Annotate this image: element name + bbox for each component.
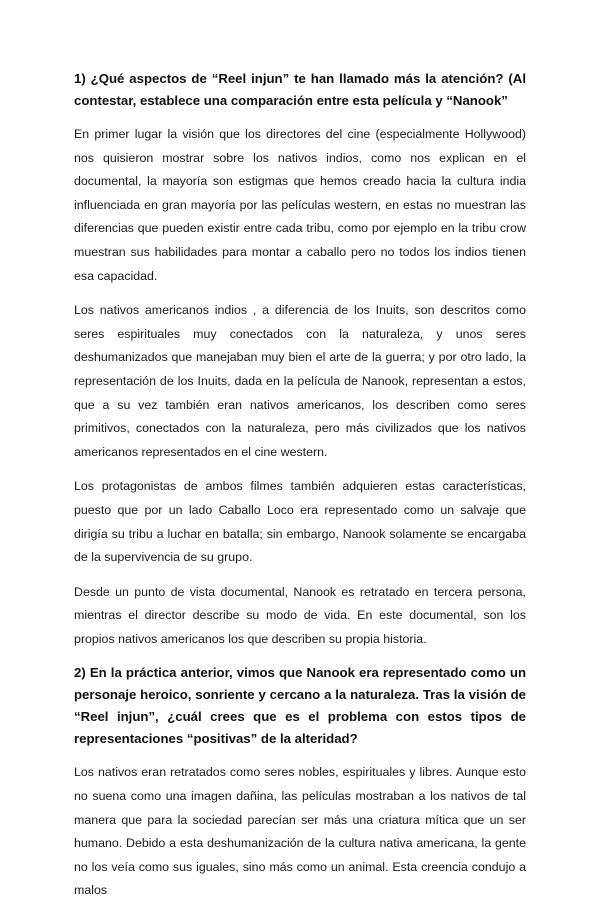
answer-1-paragraph-2: Los nativos americanos indios , a diferencia de los Inuits, son descritos como seres espirituales muy conectados con la naturaleza, y unos seres deshumanizados que manejaban muy bien el arte de la guerra; y por otro lado, la representación de los Inuits, dada en la película de Nanook, representan a estos, que a su vez también eran nativos americanos, los describen como seres primitivos, conectados con la naturaleza, pero más civilizados que los nativos americanos representados en el cine western. xyxy=(74,303,526,459)
question-1-heading: 1) ¿Qué aspectos de “Reel injun” te han llamado más la atención? (Al contestar, establece una comparación entre esta película y “Nanook” xyxy=(74,71,526,108)
answer-1-paragraph-4: Desde un punto de vista documental, Nanook es retratado en tercera persona, mientras el director describe su modo de vida. En este documental, son los propios nativos americanos los que describen su propia historia. xyxy=(74,584,526,646)
answer-1-paragraph-3: Los protagonistas de ambos filmes también adquieren estas características, puesto que por un lado Caballo Loco era representado como un salvaje que dirigía su tribu a luchar en batalla; sin embargo, Nanook solamente se encargaba de la supervivencia de su grupo. xyxy=(74,479,526,565)
question-2-heading: 2) En la práctica anterior, vimos que Nanook era representado como un personaje heroico, sonriente y cercano a la naturaleza. Tras la visión de “Reel injun”, ¿cuál crees que es el problema con estos tipos de representaciones “positivas” de la alteridad? xyxy=(74,665,526,747)
answer-2-paragraph-1: Los nativos eran retratados como seres nobles, espirituales y libres. Aunque esto no suena como una imagen dañina, las películas mostraban a los nativos de tal manera que para la sociedad parecían ser más una criatura mítica que un ser humano. Debido a esta deshumanización de la cultura nativa americana, la gente no los veía como sus iguales, sino más como un animal. Esta creencia condujo a malos xyxy=(74,765,526,898)
answer-1-paragraph-1: En primer lugar la visión que los directores del cine (especialmente Hollywood) nos quisieron mostrar sobre los nativos indios, como nos explican en el documental, la mayoría son estigmas que hemos creado hacia la cultura india influenciada en gran mayoría por las películas western, en estas no muestran las diferencias que pueden existir entre cada tribu, como por ejemplo en la tribu crow muestran sus habilidades para montar a caballo pero no todos los indios tienen esa capacidad. xyxy=(74,127,526,283)
document-body xyxy=(74,68,526,914)
